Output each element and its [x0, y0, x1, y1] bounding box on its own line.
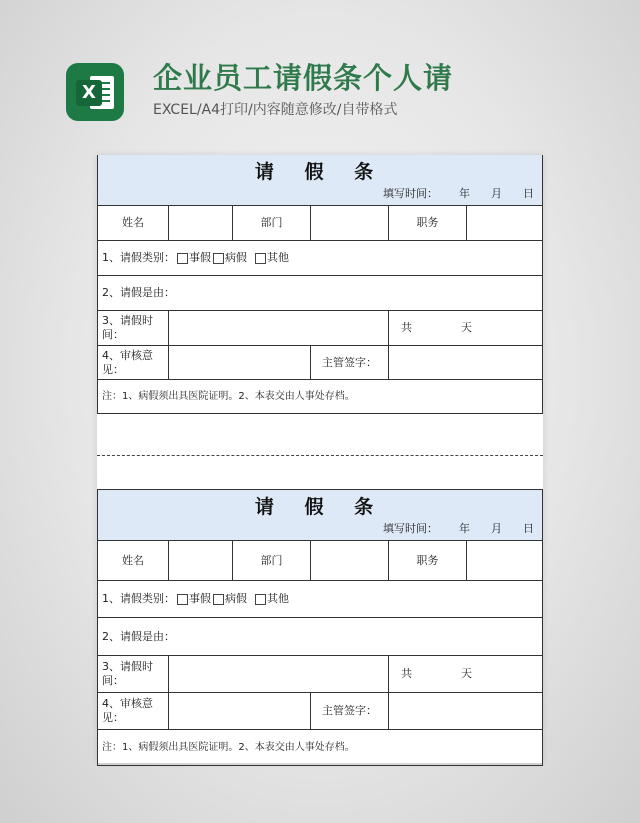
- fill-time-label: 填写时间： 年 月 日: [383, 187, 534, 200]
- option-other: 其他: [267, 251, 289, 264]
- cut-line: [97, 455, 543, 456]
- review-label: 4、审核意见：: [98, 346, 169, 379]
- option-other: 其他: [267, 592, 289, 605]
- leave-form-top: [97, 155, 543, 414]
- review-row: [98, 693, 542, 730]
- note-row: [98, 380, 542, 414]
- time-field[interactable]: [169, 656, 389, 692]
- excel-logo-letter: X: [76, 80, 102, 106]
- option-personal: 事假: [189, 592, 211, 605]
- review-field[interactable]: [169, 693, 311, 729]
- type-row: [98, 241, 542, 276]
- reason-row: [98, 618, 542, 656]
- position-label: 职务: [389, 206, 467, 240]
- option-sick: 病假: [225, 592, 247, 605]
- reason-label: 2、请假是由：: [102, 629, 175, 643]
- option-personal: 事假: [189, 251, 211, 264]
- position-label: 职务: [389, 541, 467, 580]
- days-label: 共 天: [401, 667, 472, 680]
- checkbox-sick[interactable]: [213, 594, 224, 605]
- checkbox-personal[interactable]: [177, 253, 188, 264]
- review-row: [98, 346, 542, 380]
- form-note: 注：1、病假须出具医院证明。2、本表交由人事处存档。: [102, 390, 355, 402]
- time-field[interactable]: [169, 311, 389, 345]
- type-label: 1、请假类别：: [102, 592, 175, 605]
- dept-label: 部门: [233, 206, 311, 240]
- checkbox-personal[interactable]: [177, 594, 188, 605]
- note-row: [98, 730, 542, 766]
- time-label: 3、请假时间：: [98, 311, 169, 345]
- option-sick: 病假: [225, 251, 247, 264]
- page-title: 企业员工请假条个人请: [153, 61, 454, 95]
- supervisor-label: 主管签字：: [311, 346, 389, 379]
- type-label: 1、请假类别：: [102, 251, 175, 264]
- supervisor-field[interactable]: [389, 346, 542, 379]
- position-field[interactable]: [467, 206, 542, 240]
- dept-field[interactable]: [311, 206, 389, 240]
- time-row: [98, 656, 542, 693]
- name-field[interactable]: [169, 206, 233, 240]
- dept-field[interactable]: [311, 541, 389, 580]
- paper-sheet: [97, 155, 543, 763]
- review-label: 4、审核意见：: [98, 693, 169, 729]
- supervisor-label: 主管签字：: [311, 693, 389, 729]
- dept-label: 部门: [233, 541, 311, 580]
- time-label: 3、请假时间：: [98, 656, 169, 692]
- days-label: 共 天: [401, 321, 472, 334]
- form-title: 请 假 条: [254, 161, 386, 183]
- time-row: [98, 311, 542, 346]
- info-row: [98, 541, 542, 581]
- form-header: [98, 155, 542, 206]
- leave-type: [98, 241, 542, 275]
- page-subtitle: EXCEL/A4打印/内容随意修改/自带格式: [153, 102, 398, 118]
- name-label: 姓名: [98, 541, 169, 580]
- name-field[interactable]: [169, 541, 233, 580]
- reason-label: 2、请假是由：: [102, 286, 175, 299]
- form-note: 注：1、病假须出具医院证明。2、本表交由人事处存档。: [102, 741, 355, 753]
- checkbox-other[interactable]: [255, 253, 266, 264]
- checkbox-sick[interactable]: [213, 253, 224, 264]
- fill-time-label: 填写时间： 年 月 日: [383, 522, 534, 535]
- form-title: 请 假 条: [254, 496, 386, 518]
- leave-type: [98, 581, 542, 617]
- info-row: [98, 206, 542, 241]
- position-field[interactable]: [467, 541, 542, 580]
- form-header: [98, 489, 542, 541]
- excel-logo-icon: [66, 63, 124, 121]
- checkbox-other[interactable]: [255, 594, 266, 605]
- leave-form-bottom: [97, 489, 543, 766]
- reason-row: [98, 276, 542, 311]
- name-label: 姓名: [98, 206, 169, 240]
- type-row: [98, 581, 542, 618]
- review-field[interactable]: [169, 346, 311, 379]
- supervisor-field[interactable]: [389, 693, 542, 729]
